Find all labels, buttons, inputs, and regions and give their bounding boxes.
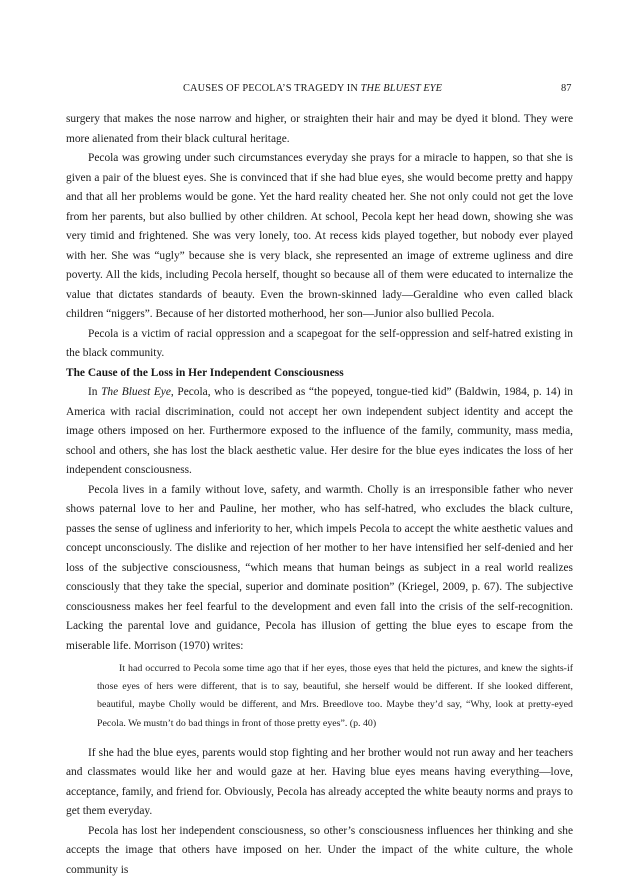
running-header (0, 83, 638, 97)
paragraph: Pecola has lost her independent consciousness, so other’s consciousness influences her thinking and she accepts the image that others have imposed on her. Under the impact of the white culture, the whole community is (66, 824, 573, 876)
book-title: The Bluest Eye (101, 386, 171, 398)
paragraph-lead: In (88, 386, 102, 398)
paragraph: Pecola is a victim of racial oppression and a scapegoat for the self-oppression and self-hatred existing in the black community. (66, 327, 573, 359)
page-number: 87 (561, 83, 572, 94)
paragraph-text: , Pecola, who is described as “the popeyed, tongue-tied kid” (Baldwin, 1984, p. 14) in America with racial discrimination, could not accept her own independent subject identity and accept the image others imposed on her. Furthermore exposed to the influence of the family, community, mass media, school and others, she has lost the black aesthetic value. Her desire for the blue eyes indicates the loss of her independent consciousness. (66, 386, 574, 476)
paragraph-continued: surgery that makes the nose narrow and higher, or straighten their hair and may be dyed it blond. They were more alienated from their black cultural heritage. (66, 113, 573, 145)
block-quote-text: It had occurred to Pecola some time ago that if her eyes, those eyes that held the pictures, and knew the sights-if those eyes of hers were different, that is to say, beautiful, she herself would be different. If she looked different, beautiful, maybe Cholly would be different, and Mrs. Breedlove too. Maybe they’d say, “Why, look at pretty-eyed Pecola. We mustn’t do bad things in front of those pretty eyes”. (p. 40) (97, 663, 573, 729)
paragraph: If she had the blue eyes, parents would stop fighting and her brother would not run away and her teachers and classmates would like her and would gaze at her. Having blue eyes means having everything—love, acceptance, family, and friend for. Obviously, Pecola has already accepted the white beauty norms and prays to get them everyday. (66, 746, 573, 818)
paragraph: Pecola lives in a family without love, safety, and warmth. Cholly is an irresponsible father who never shows paternal love to her and Pauline, her mother, who has self-hatred, who excludes the black culture, passes the sense of ugliness and inferiority to her, which impels Pecola to accept the white aesthetic values and concept unconsciously. The dislike and rejection of her mother to her have intensified her self-denied and her loss of the subjective consciousness, “which means that human beings as subject in a real world realizes consciously that they take the special, superior and dominate position” (Kriegel, 2009, p. 67). The subjective consciousness makes her feel fearful to the development and even fall into the crisis of the self-recognition. Lacking the parental love and guidance, Pecola has illusion of getting the blue eyes to escape from the miserable life. Morrison (1970) writes: (66, 483, 573, 652)
running-title-italic: THE BLUEST EYE (360, 83, 443, 94)
section-heading: The Cause of the Loss in Her Independent Consciousness (66, 366, 344, 379)
running-title-text: CAUSES OF PECOLA’S TRAGEDY IN (183, 83, 361, 94)
paragraph (66, 383, 573, 481)
block-quote (97, 656, 573, 744)
paragraph: Pecola was growing under such circumstances everyday she prays for a miracle to happen, so that she is given a pair of the bluest eyes. She is convinced that if she had blue eyes, she would become pretty and happy and that all her problems would be gone. Yet the hard reality cheated her. She not only could not get the love from her parents, but also bullied by other children. At school, Pecola kept her head down, showing she was very timid and frightened. She was very lonely, too. At recess kids played together, but nobody ever played with her. She was “ugly” because she is very black, she represented an image of extreme ugliness and dire poverty. All the kids, including Pecola herself, thought so because all of them were educated to internalize the value that dictates standards of beauty. Even the brown-skinned lady—Geraldine who even called black children “niggers”. Because of her distorted motherhood, her son—Junior also bullied Pecola. (66, 152, 573, 320)
running-title (183, 83, 442, 94)
article-body (66, 110, 573, 880)
